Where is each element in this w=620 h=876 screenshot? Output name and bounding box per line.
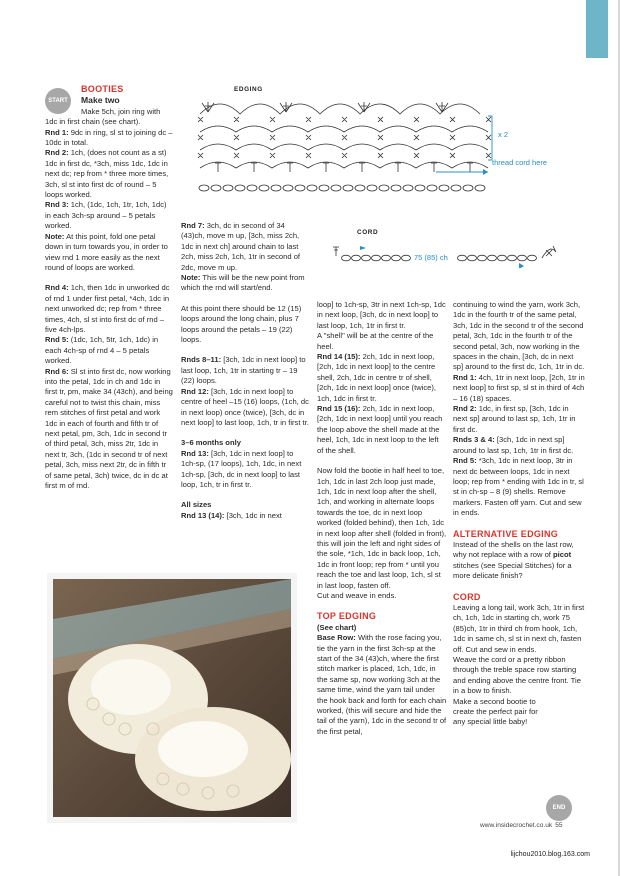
rnd14-text: Rnd 14 (15): 2ch, 1dc in next loop, [2ch, 1dc in next loop] to the centre shell, 2ch, 1dc in centre tr of shell, [2ch, 1dc in next loop] once (twice), 1ch, 1dc in first tr.	[317, 352, 437, 403]
end-badge-label: END	[552, 805, 566, 811]
note-text: Note: At this point, fold one petal down in turn towards you, in order to view rnd 1 more easily as the next round of loops are worked.	[45, 231, 168, 272]
booties-photo	[47, 573, 297, 823]
make-two-subheading: Make two	[81, 95, 120, 106]
cont4-text: continuing to wind the yarn, work 3ch, 1dc in the fourth tr of the same petal, 3ch, 1dc in the second tr of the second petal, 3ch, 1dc in the fourth tr of the second petal, 3ch, now working in the spaces in the chain, [3ch, dc in next sp] around to the first dc, 1ch, 1tr in dc.	[453, 300, 585, 372]
second-bootie-text: Make a second bootie to create the perfect pair for any special little baby!	[453, 696, 538, 727]
cord-count-label: 75 (85) ch	[414, 253, 448, 262]
base-row-text: Base Row: With the rose facing you, tie the yarn in the first 3ch-sp at the start of the 34 (43)ch, where the first stitch marker is placed, 1ch, 1dc, in the same sp, now working 3ch at the same time, wind the yarn tail under the hook back and forth for each chain worked, (this will secure and hide the tail of the yarn), 1dc in the second tr of the first petal,	[317, 633, 447, 736]
top-rnd2-text: Rnd 2: 1dc, in first sp, [3ch, 1dc in next sp] around to last sp, 1ch, 1tr in first dc.	[453, 404, 576, 434]
shell-row	[200, 102, 480, 114]
cut-text: Cut and weave in ends.	[317, 590, 397, 600]
rnds8-11-text: Rnds 8–11: [3ch, 1dc in next loop] to last loop, 1ch, 1tr in starting tr – 19 (22) loops.	[181, 355, 306, 386]
alternative-edging-heading: ALTERNATIVE EDGING	[453, 528, 559, 539]
foundation-chain	[199, 185, 485, 191]
rnd15-text: Rnd 15 (16): 2ch, 1dc in next loop, [2ch, 1dc in next loop] until you reach the loop above the shell made at the heel, 1ch, 1dc in next loop to the left of the shell.	[317, 404, 443, 455]
footer-url[interactable]: www.insidecrochet.co.uk	[480, 822, 553, 829]
column-4	[453, 300, 585, 728]
rnd3-text: Rnd 3: 1ch, (1dc, 1ch, 1tr, 1ch, 1dc) in each 3ch-sp around – 5 petals worked.	[45, 200, 167, 231]
cord-chain-left	[342, 255, 411, 261]
see-chart-text: (See chart)	[317, 622, 357, 632]
rnd13b-text: Rnd 13 (14): [3ch, 1dc in next	[181, 510, 282, 520]
watermark: lijchou2010.blog.163.com	[510, 851, 590, 858]
rnd7-text: Rnd 7: 3ch, dc in second of 34 (43)ch, move m up, [3ch, miss 2ch, 1dc in next ch] around chain to last 2ch, miss 2ch, 1ch, 1tr in second of 2dc, move m up.	[181, 221, 301, 272]
cord-heading: CORD	[453, 591, 481, 602]
chain-rows	[200, 126, 488, 168]
weave-text: Weave the cord or a pretty ribbon through the treble space row starting and ending above the centre front. Tie in a bow to finish.	[453, 655, 581, 696]
intro-text: Make 5ch, join ring with 1dc in first chain (see chart).	[45, 106, 161, 127]
dc-markers	[198, 117, 491, 158]
rnd13-text: Rnd 13: [3ch, 1dc in next loop] to 1ch-sp, (17 loops), 1ch, 1dc, in next 1ch-sp, [3ch, dc in next loop] to last loop, 1ch, tr in first tr.	[181, 448, 302, 489]
thread-cord-label: thread cord here	[492, 158, 548, 167]
edging-chart	[196, 92, 496, 200]
thread-arrowhead	[483, 169, 488, 175]
cord-chart	[330, 236, 565, 268]
edging-label: EDGING	[234, 86, 263, 93]
page-number: 55	[555, 822, 563, 829]
cont-text: loop] to 1ch-sp, 3tr in next 1ch-sp, 1dc in next loop, [3ch, dc in next loop] to last loop, 1ch, 1tr in first tr.	[317, 300, 446, 330]
column-1	[45, 84, 173, 491]
alternative-text: Instead of the shells on the last row, why not replace with a row of picot stitches (see Special Stitches) for a more delicate finish?	[453, 539, 574, 581]
cord-chain-right	[458, 255, 537, 261]
top-rnd5-text: Rnd 5: *3ch, 1dc in next loop, 3tr in next dc between loops, 1dc in next loop; rep from * ending with 1dc in tr, sl st in ch-sp – 8 (9) shells. Remove markers. Fasten off yarn. Cut and sew in ends.	[453, 456, 584, 518]
end-badge	[546, 795, 572, 821]
top-edging-heading: TOP EDGING	[317, 611, 377, 622]
cord-label: CORD	[357, 229, 379, 236]
size-heading: 3–6 months only	[181, 438, 241, 448]
top-rnd1-text: Rnd 1: 4ch, 1tr in next loop, [2ch, 1tr in next loop] to first sp, sl st in third of 4ch – 16 (18) spaces.	[453, 372, 585, 403]
column-3	[317, 300, 447, 737]
rnd12-text: Rnd 12: [3ch, 1dc in next loop] to centre of heel –15 (16) loops, (1ch, dc in next loop) once (twice), [3ch, dc in next loop] to last loop, 1ch, tr in first tr.	[181, 386, 309, 427]
fold-text: Now fold the bootie in half heel to toe, 1ch, 1dc in last 2ch loop just made, 1ch, 1dc in next loop after the shell, 1ch, and working in alternate loops towards the toe, dc in next loop worked (folded behind), then 1ch, 1dc in next loop after shell (folded in front), this will join the left and right sides of the sole, *1ch, 1dc in back loop, 1ch, 1dc in front loop; rep from * until you reach the toe and last loop, 1ch, sl st in last loop, fasten off.	[317, 466, 447, 590]
point-text: At this point there should be 12 (15) loops around the long chain, plus 7 loops around the petals – 19 (22) loops.	[181, 303, 302, 345]
column-2	[181, 221, 309, 521]
shell-text: A "shell" will be at the centre of the heel.	[317, 331, 434, 351]
all-sizes-heading: All sizes	[181, 500, 212, 510]
repeat-label: x 2	[498, 130, 509, 139]
rnd1-text: Rnd 1: 9dc in ring, sl st to joining dc – 10dc in total.	[45, 127, 173, 148]
booties-illustration	[53, 579, 291, 817]
rnd4-text: Rnd 4: 1ch, then 1dc in unworked dc of rnd 1 under first petal, *4ch, 1dc in next unworked dc; rep from * three times, 4ch, sl st into first dc of rnd – five 4ch-lps.	[45, 283, 170, 334]
footer	[480, 822, 563, 829]
cord-text: Leaving a long tail, work 3ch, 1tr in first ch, 1ch, 1dc in starting ch, work 75 (85)ch, 1tr in third ch from hook, 1ch, 1dc in same ch, sl st in next ch, fasten off. Cut and sew in ends.	[453, 602, 585, 654]
cord-end-treble	[542, 246, 556, 258]
rnd6-text: Rnd 6: Sl st into first dc, now working into the petal, 1dc in ch and 1dc in first tr, pm, make 34 (43ch), and being careful not to twist this chain, miss rem stitches of first petal and work 1dc in each of fourth and fifth tr of next petal, pm, 3ch, 1dc in second tr of third petal, 3ch, miss 2tr, 1dc in next tr, 3ch, (1dc in second tr of next petal, 3ch, miss next 2tr, dc in fifth tr of same petal, 3ch) twice, dc in dc at first m of rnd.	[45, 366, 173, 491]
cord-end-arrowhead	[519, 263, 524, 268]
note2-text: Note: This will be the new point from which the rnd will start/end.	[181, 273, 305, 293]
cord-start-treble	[333, 247, 339, 256]
treble-row	[215, 163, 473, 172]
start-badge-label: START	[48, 98, 68, 104]
rnd5-text: Rnd 5: (1dc, 1ch, 5tr, 1ch, 1dc) in each 4ch-sp of rnd 4 – 5 petals worked.	[45, 335, 159, 366]
top-rnds34-text: Rnds 3 & 4: [3ch, 1dc in next sp] around to last sp, 1ch, 1tr in first dc.	[453, 435, 574, 455]
corner-tab	[586, 0, 608, 58]
rnd2-text: Rnd 2: 1ch, (does not count as a st) 1dc in first dc, *3ch, miss 1dc, 1dc in next dc; rep from * three more times, 3ch, sl st into first dc of round – 5 loops worked.	[45, 148, 169, 200]
cord-arrowhead	[360, 246, 366, 250]
booties-heading: BOOTIES	[81, 84, 124, 94]
